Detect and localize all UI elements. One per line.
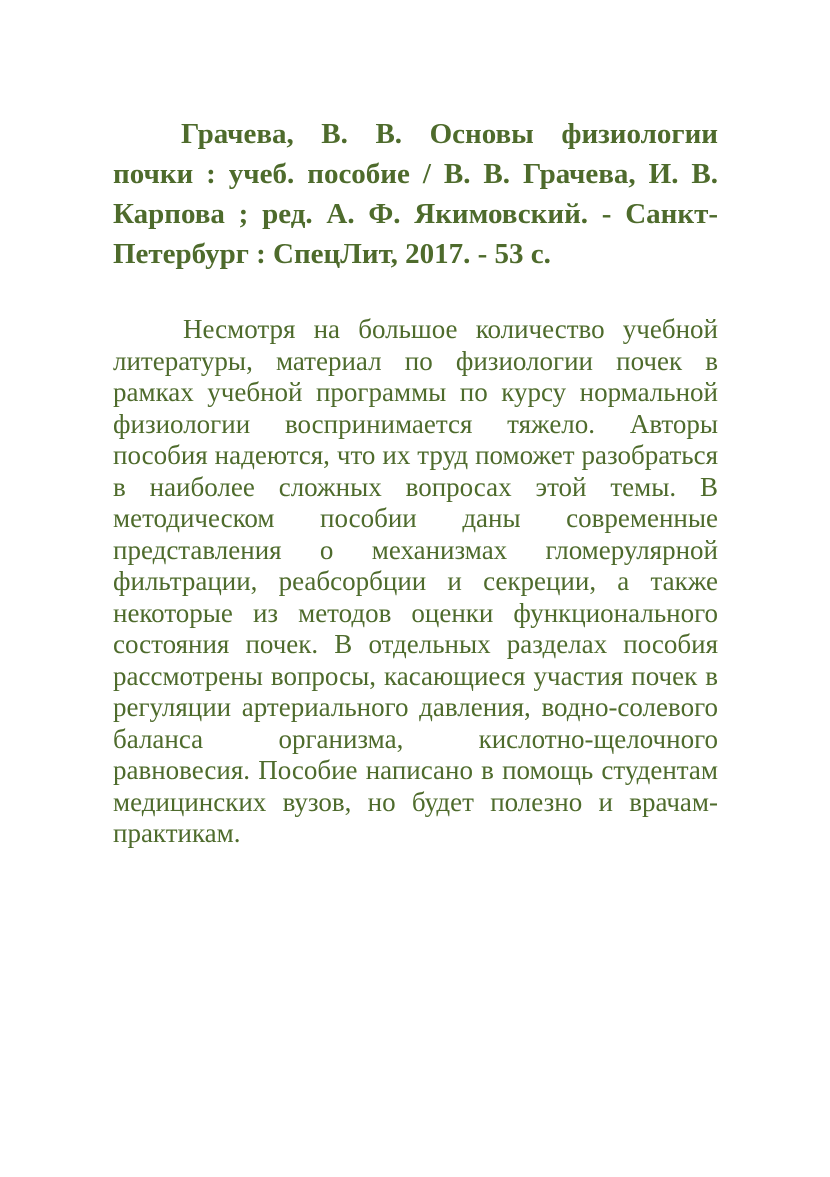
abstract-paragraph: Несмотря на большое количество учебной литературы, материал по физиологии почек в рамках учебной программы по курсу нормальной физиологии воспринимается тяжело. Авторы пособия надеются, что их труд поможет разобраться в наиболее сложных вопросах этой темы. В методическом пособии даны современные представления о механизмах гломерулярной фильтрации, реабсорбции и секреции, а также некоторые из методов оценки функционального состояния почек. В отдельных разделах пособия рассмотрены вопросы, касающиеся участия почек в регуляции артериального давления, водно-солевого баланса организма, кислотно-щелочного равновесия. Пособие написано в помощь студентам медицинских вузов, но будет полезно и врачам-практикам. xyxy=(113,314,718,848)
document-content xyxy=(113,114,718,850)
bibliographic-citation: Грачева, В. В. Основы физиологии почки : учеб. пособие / В. В. Грачева, И. В. Карпова ; ред. А. Ф. Якимовский. - Санкт-Петербург : СпецЛит, 2017. - 53 с. xyxy=(113,118,718,270)
